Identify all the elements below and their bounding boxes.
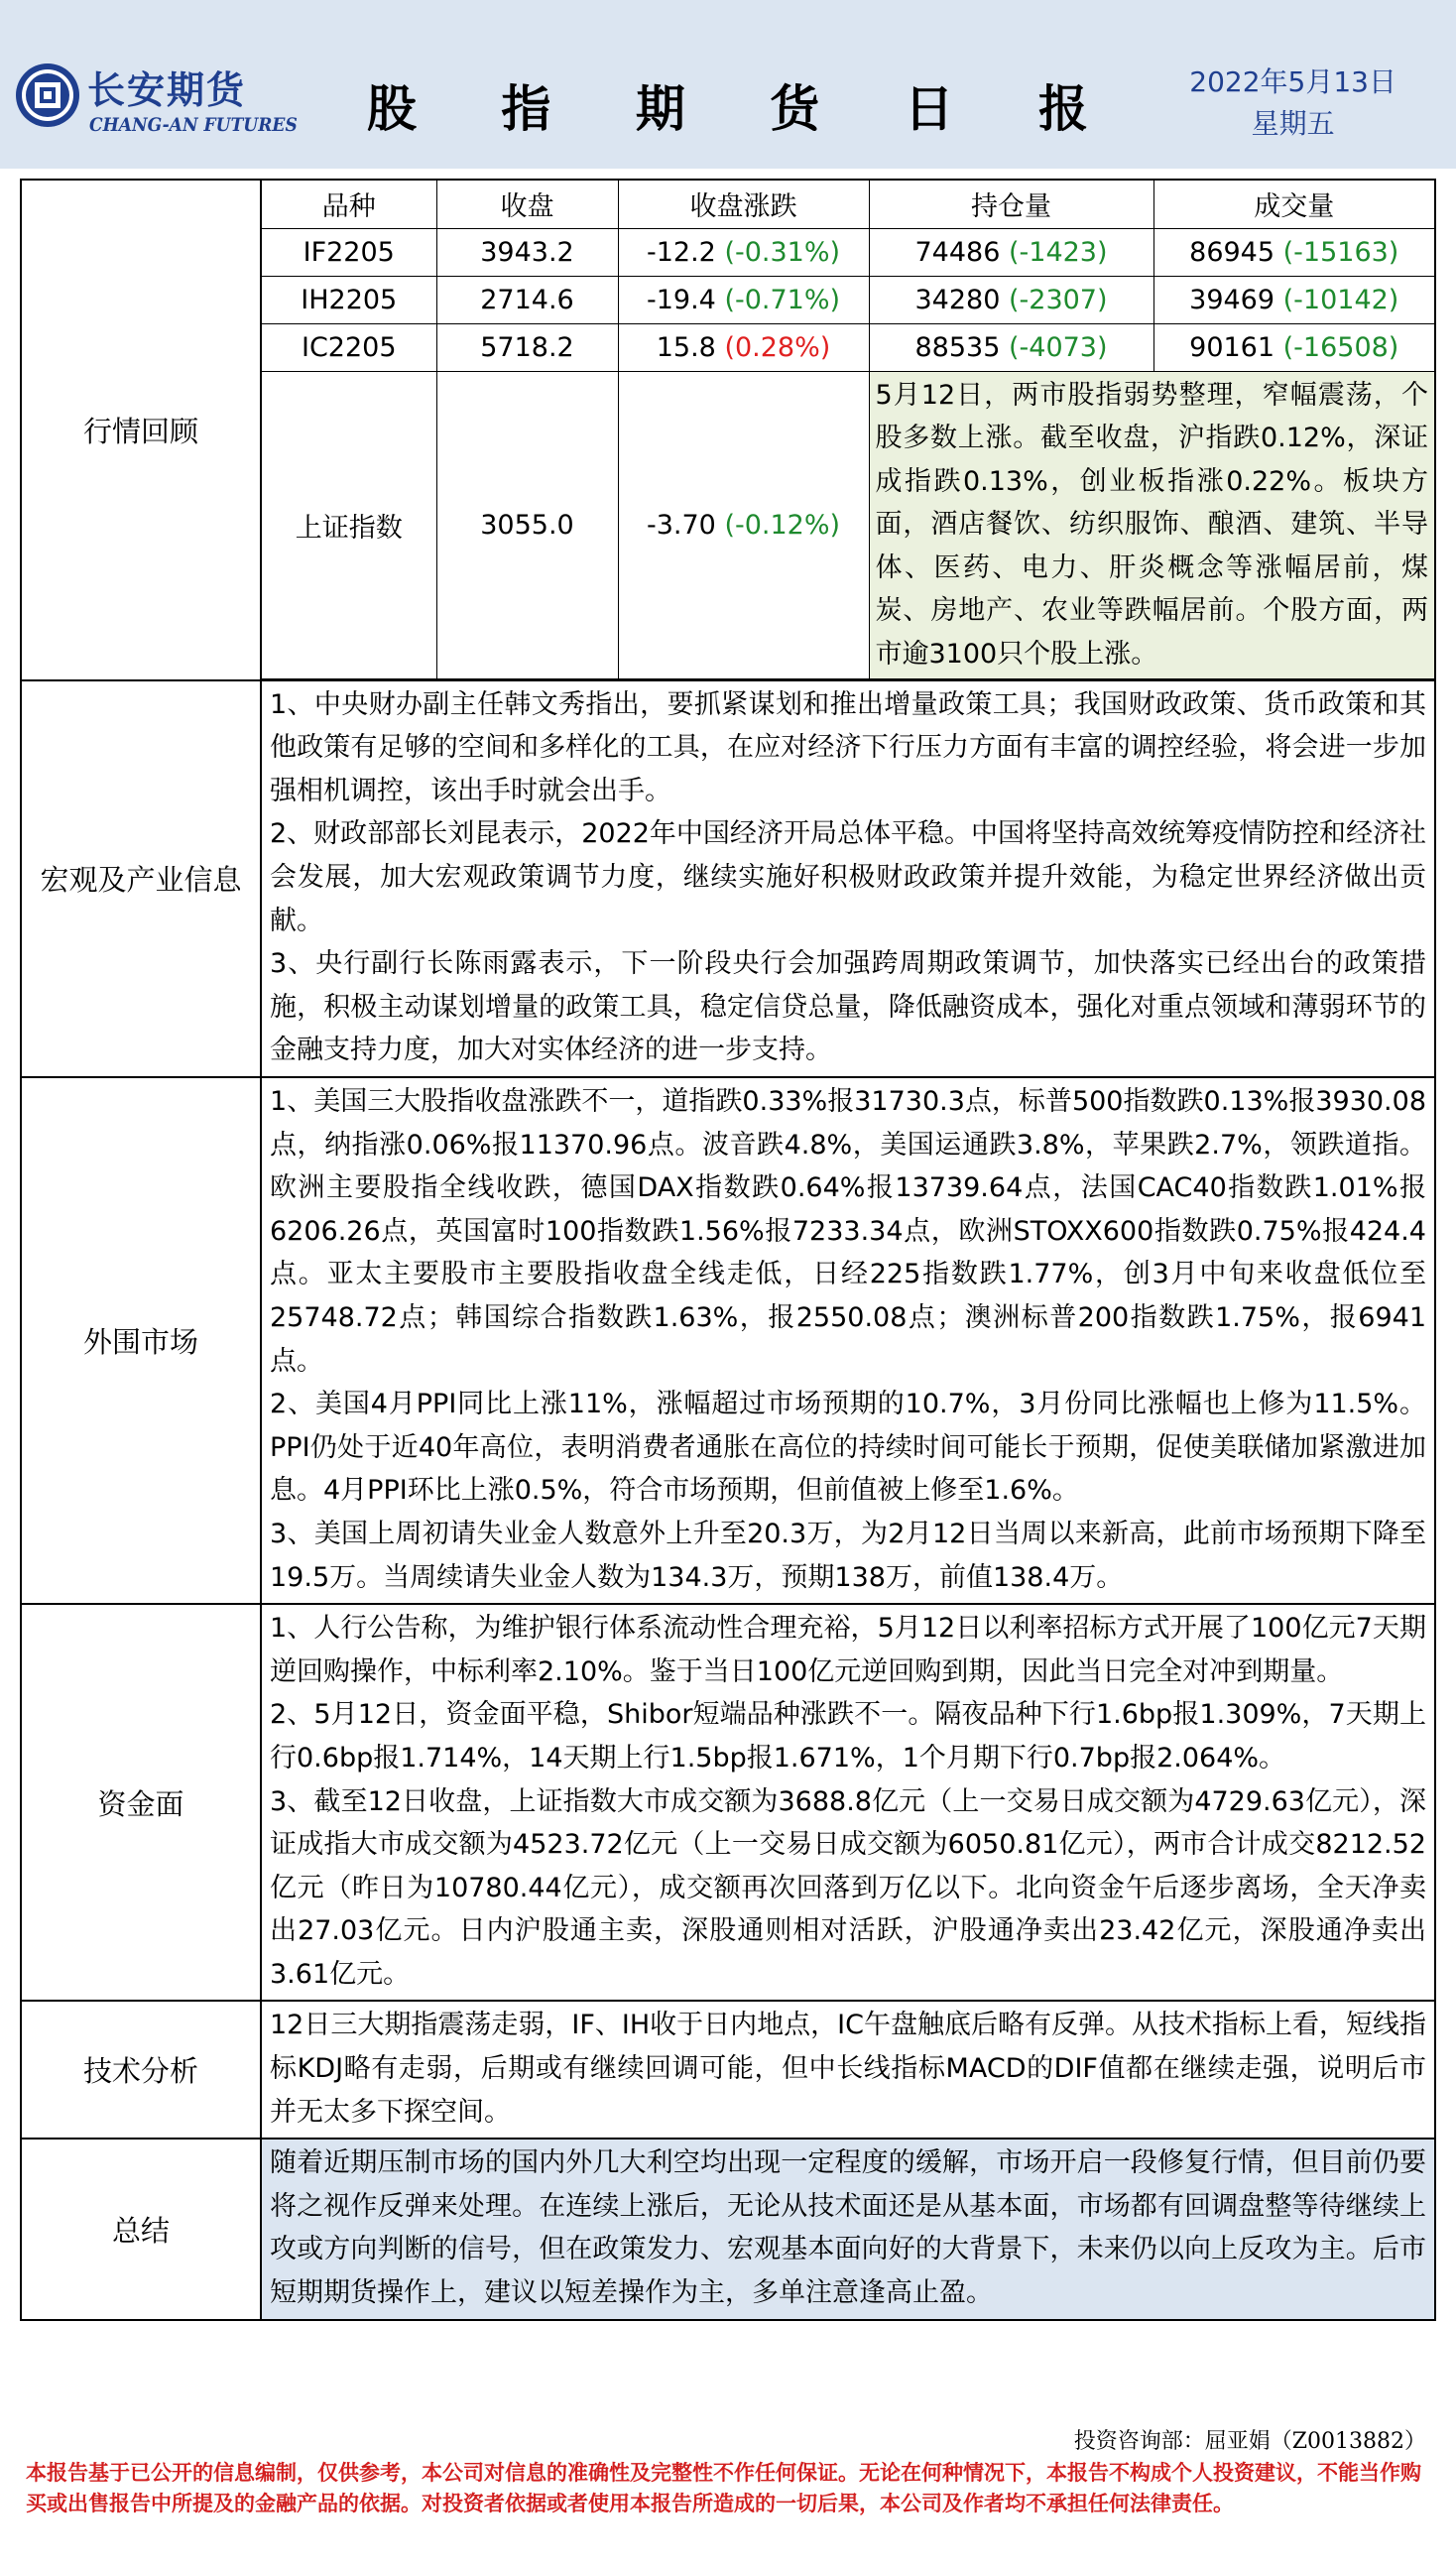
section-content: [262, 1078, 1434, 1603]
section-label: 资金面: [22, 1605, 262, 2000]
index-name: 上证指数: [262, 371, 436, 678]
report-header: [0, 0, 1456, 169]
paragraph: 3、截至12日收盘，上证指数大市成交额为3688.8亿元（上一交易日成交额为4729.63亿元），深证成指大市成交额为4523.72亿元（上一交易日成交额为6050.81亿元），两市合计成交8212.52亿元（昨日为10780.44亿元），成交额再次回落到万亿以下。北向资金午后逐步离场，全天净卖出27.03亿元。日内沪股通主卖，深股通则相对活跃，沪股通净卖出23.42亿元，深股通净卖出3.61亿元。: [270, 1785, 1426, 1990]
section-content: [262, 2002, 1434, 2138]
volume: 90161 (-16508): [1153, 323, 1434, 371]
close-price: 2714.6: [436, 276, 618, 323]
column-header: 收盘涨跌: [618, 181, 869, 228]
column-header: 持仓量: [869, 181, 1153, 228]
volume: 39469 (-10142): [1153, 276, 1434, 323]
section-tech: [22, 2002, 1434, 2140]
index-row: [262, 371, 1434, 678]
index-change: -3.70 (-0.12%): [618, 371, 869, 678]
column-header: 品种: [262, 181, 436, 228]
paragraph: 2、美国4月PPI同比上涨11%，涨幅超过市场预期的10.7%，3月份同比涨幅也上修为11.5%。PPI仍处于近40年高位，表明消费者通胀在高位的持续时间可能长于预期，促使美联储加紧激进加息。4月PPI环比上涨0.5%，符合市场预期，但前值被上修至1.6%。: [270, 1389, 1426, 1507]
report-date: 2022年5月13日: [1189, 65, 1396, 98]
table-row: [262, 276, 1434, 323]
report-date-block: [1189, 61, 1396, 145]
close-change: -19.4 (-0.71%): [618, 276, 869, 323]
section-label: 外围市场: [22, 1078, 262, 1603]
section-macro: [22, 681, 1434, 1078]
section-overseas: [22, 1078, 1434, 1605]
column-header: 成交量: [1153, 181, 1434, 228]
section-content: [262, 2140, 1434, 2318]
table-row: [262, 323, 1434, 371]
section-content: [262, 1605, 1434, 2000]
paragraph: 12日三大期指震荡走弱，IF、IH收于日内地点，IC午盘触底后略有反弹。从技术指标上看，短线指标KDJ略有走弱，后期或有继续回调可能，但中长线指标MACD的DIF值都在继续走强，说明后市并无太多下探空间。: [270, 2010, 1426, 2128]
paragraph: 1、美国三大股指收盘涨跌不一，道指跌0.33%报31730.3点，标普500指数跌0.13%报3930.08点，纳指涨0.06%报11370.96点。波音跌4.8%，美国运通跌3.8%，苹果跌2.7%，领跌道指。欧洲主要股指全线收跌，德国DAX指数跌0.64%报13739.64点，法国CAC40指数跌1.01%报6206.26点，英国富时100指数跌1.56%报7233.34点，欧洲STOXX600指数跌0.75%报424.4点。亚太主要股市主要股指收盘全线走低，日经225指数跌1.77%，创3月中旬来收盘低位至25748.72点；韩国综合指数跌1.63%，报2550.08点；澳洲标普200指数跌1.75%，报6941点。: [270, 1086, 1426, 1377]
column-header: 收盘: [436, 181, 618, 228]
market-quotes: [262, 181, 1434, 679]
paragraph: 3、美国上周初请失业金人数意外上升至20.3万，为2月12日当周以来新高，此前市场预期下降至19.5万。当周续请失业金人数为134.3万，预期138万，前值138.4万。: [270, 1518, 1426, 1593]
volume: 86945 (-15163): [1153, 228, 1434, 276]
section-summary: [22, 2140, 1434, 2318]
report-title: 股 指 期 货 日 报: [367, 80, 1123, 138]
paragraph: 1、人行公告称，为维护银行体系流动性合理充裕，5月12日以利率招标方式开展了100亿元7天期逆回购操作，中标利率2.10%。鉴于当日100亿元逆回购到期，因此当日完全对冲到期量。: [270, 1613, 1426, 1687]
brand-name-cn: 长安期货: [87, 68, 247, 112]
paragraph: 2、财政部部长刘昆表示，2022年中国经济开局总体平稳。中国将坚持高效统筹疫情防控和经济社会发展，加大宏观政策调节力度，继续实施好积极财政政策并提升效能，为稳定世界经济做出贡献。: [270, 818, 1426, 936]
report-footer: [20, 2420, 1436, 2518]
paragraph: 2、5月12日，资金面平稳，Shibor短端品种涨跌不一。隔夜品种下行1.6bp报1.309%，7天期上行0.6bp报1.714%，14天期上行1.5bp报1.671%，1个月期下行0.7bp报2.064%。: [270, 1699, 1426, 1773]
section-label: 行情回顾: [22, 181, 262, 679]
index-close: 3055.0: [436, 371, 618, 678]
quote-table: [262, 181, 1434, 679]
report-weekday: 星期五: [1251, 107, 1335, 140]
section-content: [262, 681, 1434, 1076]
close-price: 3943.2: [436, 228, 618, 276]
close-change: -12.2 (-0.31%): [618, 228, 869, 276]
paragraph: 1、中央财办副主任韩文秀指出，要抓紧谋划和推出增量政策工具；我国财政政策、货币政策和其他政策有足够的空间和多样化的工具，在应对经济下行压力方面有丰富的调控经验，将会进一步加强相机调控，该出手时就会出手。: [270, 688, 1426, 806]
close-price: 5718.2: [436, 323, 618, 371]
paragraph: 3、央行副行长陈雨露表示，下一阶段央行会加强跨周期政策调节，加快落实已经出台的政策措施，积极主动谋划增量的政策工具，稳定信贷总量，降低融资成本，强化对重点领域和薄弱环节的金融支持力度，加大对实体经济的进一步支持。: [270, 948, 1426, 1066]
table-row: [262, 228, 1434, 276]
section-label: 宏观及产业信息: [22, 681, 262, 1076]
contract-name: IC2205: [262, 323, 436, 371]
close-change: 15.8 (0.28%): [618, 323, 869, 371]
section-label: 总结: [22, 2140, 262, 2318]
disclaimer: 本报告基于已公开的信息编制，仅供参考，本公司对信息的准确性及完整性不作任何保证。无论在何种情况下，本报告不构成个人投资建议，不能当作购买或出售报告中所提及的金融产品的依据。对投资者依据或者使用本报告所造成的一切后果，本公司及作者均不承担任何法律责任。: [26, 2460, 1421, 2515]
chang-an-logo-icon: [14, 61, 81, 129]
section-label: 技术分析: [22, 2002, 262, 2138]
paragraph: 随着近期压制市场的国内外几大利空均出现一定程度的缓解，市场开启一段修复行情，但目前仍要将之视作反弹来处理。在连续上涨后，无论从技术面还是从基本面，市场都有回调盘整等待继续上攻或方向判断的信号，但在政策发力、宏观基本面向好的大背景下，未来仍以向上反攻为主。后市短期期货操作上，建议以短差操作为主，多单注意逢高止盈。: [270, 2147, 1426, 2309]
open-interest: 34280 (-2307): [869, 276, 1153, 323]
contract-name: IF2205: [262, 228, 436, 276]
open-interest: 88535 (-4073): [869, 323, 1153, 371]
report-table: [20, 179, 1436, 2321]
contact-info: 投资咨询部：屈亚娟（Z0013882）: [1073, 2429, 1426, 2454]
section-funds: [22, 1605, 1434, 2002]
quote-header-row: [262, 181, 1434, 228]
brand-name-en: CHANG-AN FUTURES: [89, 114, 298, 136]
open-interest: 74486 (-1423): [869, 228, 1153, 276]
contract-name: IH2205: [262, 276, 436, 323]
market-comment: 5月12日，两市股指弱势整理，窄幅震荡，个股多数上涨。截至收盘，沪指跌0.12%，深证成指跌0.13%，创业板指涨0.22%。板块方面，酒店餐饮、纺织服饰、酿酒、建筑、半导体、医药、电力、肝炎概念等涨幅居前，煤炭、房地产、农业等跌幅居前。个股方面，两市逾3100只个股上涨。: [869, 371, 1434, 678]
section-market: [22, 181, 1434, 681]
